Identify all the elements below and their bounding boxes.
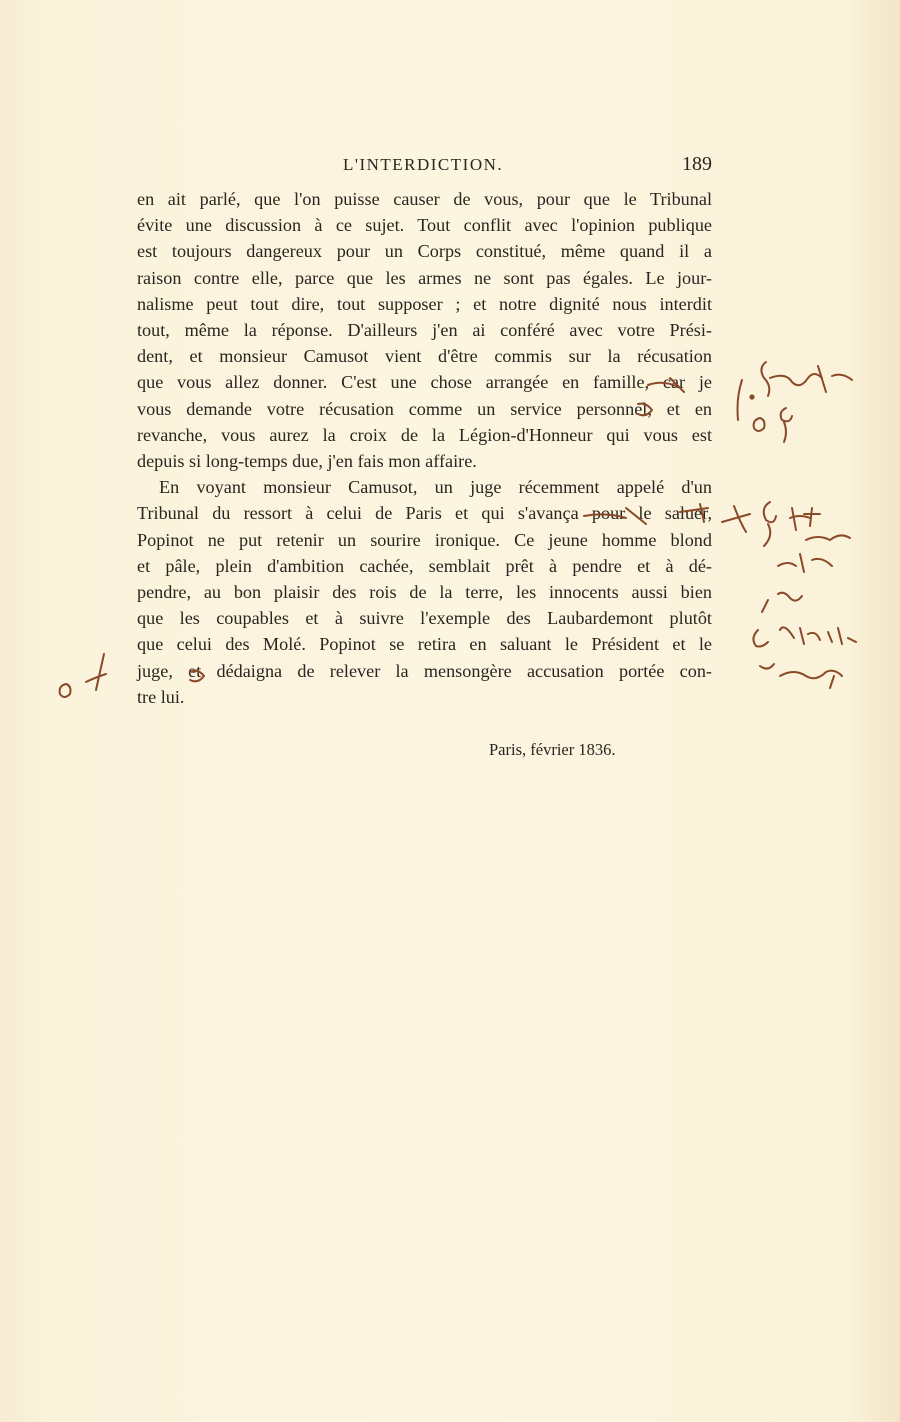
text-line: que les coupables et à suivre l'exemple des Laubardemont plutôt xyxy=(137,608,712,629)
text-line: en ait parlé, que l'on puisse causer de vous, pour que le Tribunal xyxy=(137,189,712,209)
margin-mark-o xyxy=(754,418,765,431)
margin-mark-q xyxy=(781,408,792,442)
text-line: juge, et dédaigna de relever la mensongère accusation portée con- xyxy=(137,660,712,681)
page-number: 189 xyxy=(682,153,712,175)
margin-mark-bracket xyxy=(738,380,743,420)
margin-mark-o-left xyxy=(60,684,71,697)
margin-mark-slash xyxy=(762,593,802,612)
body-text xyxy=(137,186,712,710)
text-line: et pâle, plein d'ambition cachée, semblait prêt à pendre et à dé- xyxy=(137,555,712,576)
text-line: est toujours dangereux pour un Corps constitué, même quand il a xyxy=(137,241,712,262)
text-line: Popinot ne put retenir un sourire ironique. Ce jeune homme blond xyxy=(137,529,712,550)
paragraph-1 xyxy=(137,186,712,474)
page-header xyxy=(137,155,712,181)
margin-mark-x xyxy=(722,506,750,532)
text-line: revanche, vous aurez la croix de la Légion-d'Honneur qui vous est xyxy=(137,424,712,445)
running-title: L'INTERDICTION. xyxy=(343,155,504,174)
signature-date: Paris, février 1836. xyxy=(489,740,616,759)
margin-mark-c xyxy=(753,627,856,646)
text-line: vous demande votre récusation comme un service personnel, et en xyxy=(137,398,712,419)
margin-mark-ant xyxy=(806,535,850,540)
margin-mark-fin xyxy=(760,664,842,688)
text-line: En voyant monsieur Camusot, un juge récemment appelé d'un xyxy=(159,477,712,498)
margin-mark-et xyxy=(778,554,832,572)
text-line: tout, même la réponse. D'ailleurs j'en ai conféré avec votre Prési- xyxy=(137,320,712,341)
text-line: depuis si long-temps due, j'en fais mon affaire. xyxy=(137,451,477,472)
text-line: pendre, au bon plaisir des rois de la terre, les innocents aussi bien xyxy=(137,582,712,603)
margin-mark-scribble xyxy=(761,362,852,396)
paragraph-2 xyxy=(137,474,712,710)
text-line: que vous allez donner. C'est une chose arrangée en famille, car je xyxy=(137,372,712,393)
text-line: nalisme peut tout dire, tout supposer ; et notre dignité nous interdit xyxy=(137,293,712,314)
text-line: tre lui. xyxy=(137,686,185,707)
text-line: dent, et monsieur Camusot vient d'être commis sur la récusation xyxy=(137,346,712,367)
text-line: Tribunal du ressort à celui de Paris et qui s'avança pour le saluer, xyxy=(137,503,712,524)
margin-mark-ht xyxy=(790,508,820,530)
margin-mark-dot xyxy=(750,395,753,398)
text-line: évite une discussion à ce sujet. Tout conflit avec l'opinion publique xyxy=(137,215,712,236)
margin-mark-q2 xyxy=(764,502,776,546)
text-line: que celui des Molé. Popinot se retira en saluant le Président et le xyxy=(137,634,712,655)
margin-mark-j-left xyxy=(86,654,106,690)
text-line: raison contre elle, parce que les armes ne sont pas égales. Le jour- xyxy=(137,267,712,288)
